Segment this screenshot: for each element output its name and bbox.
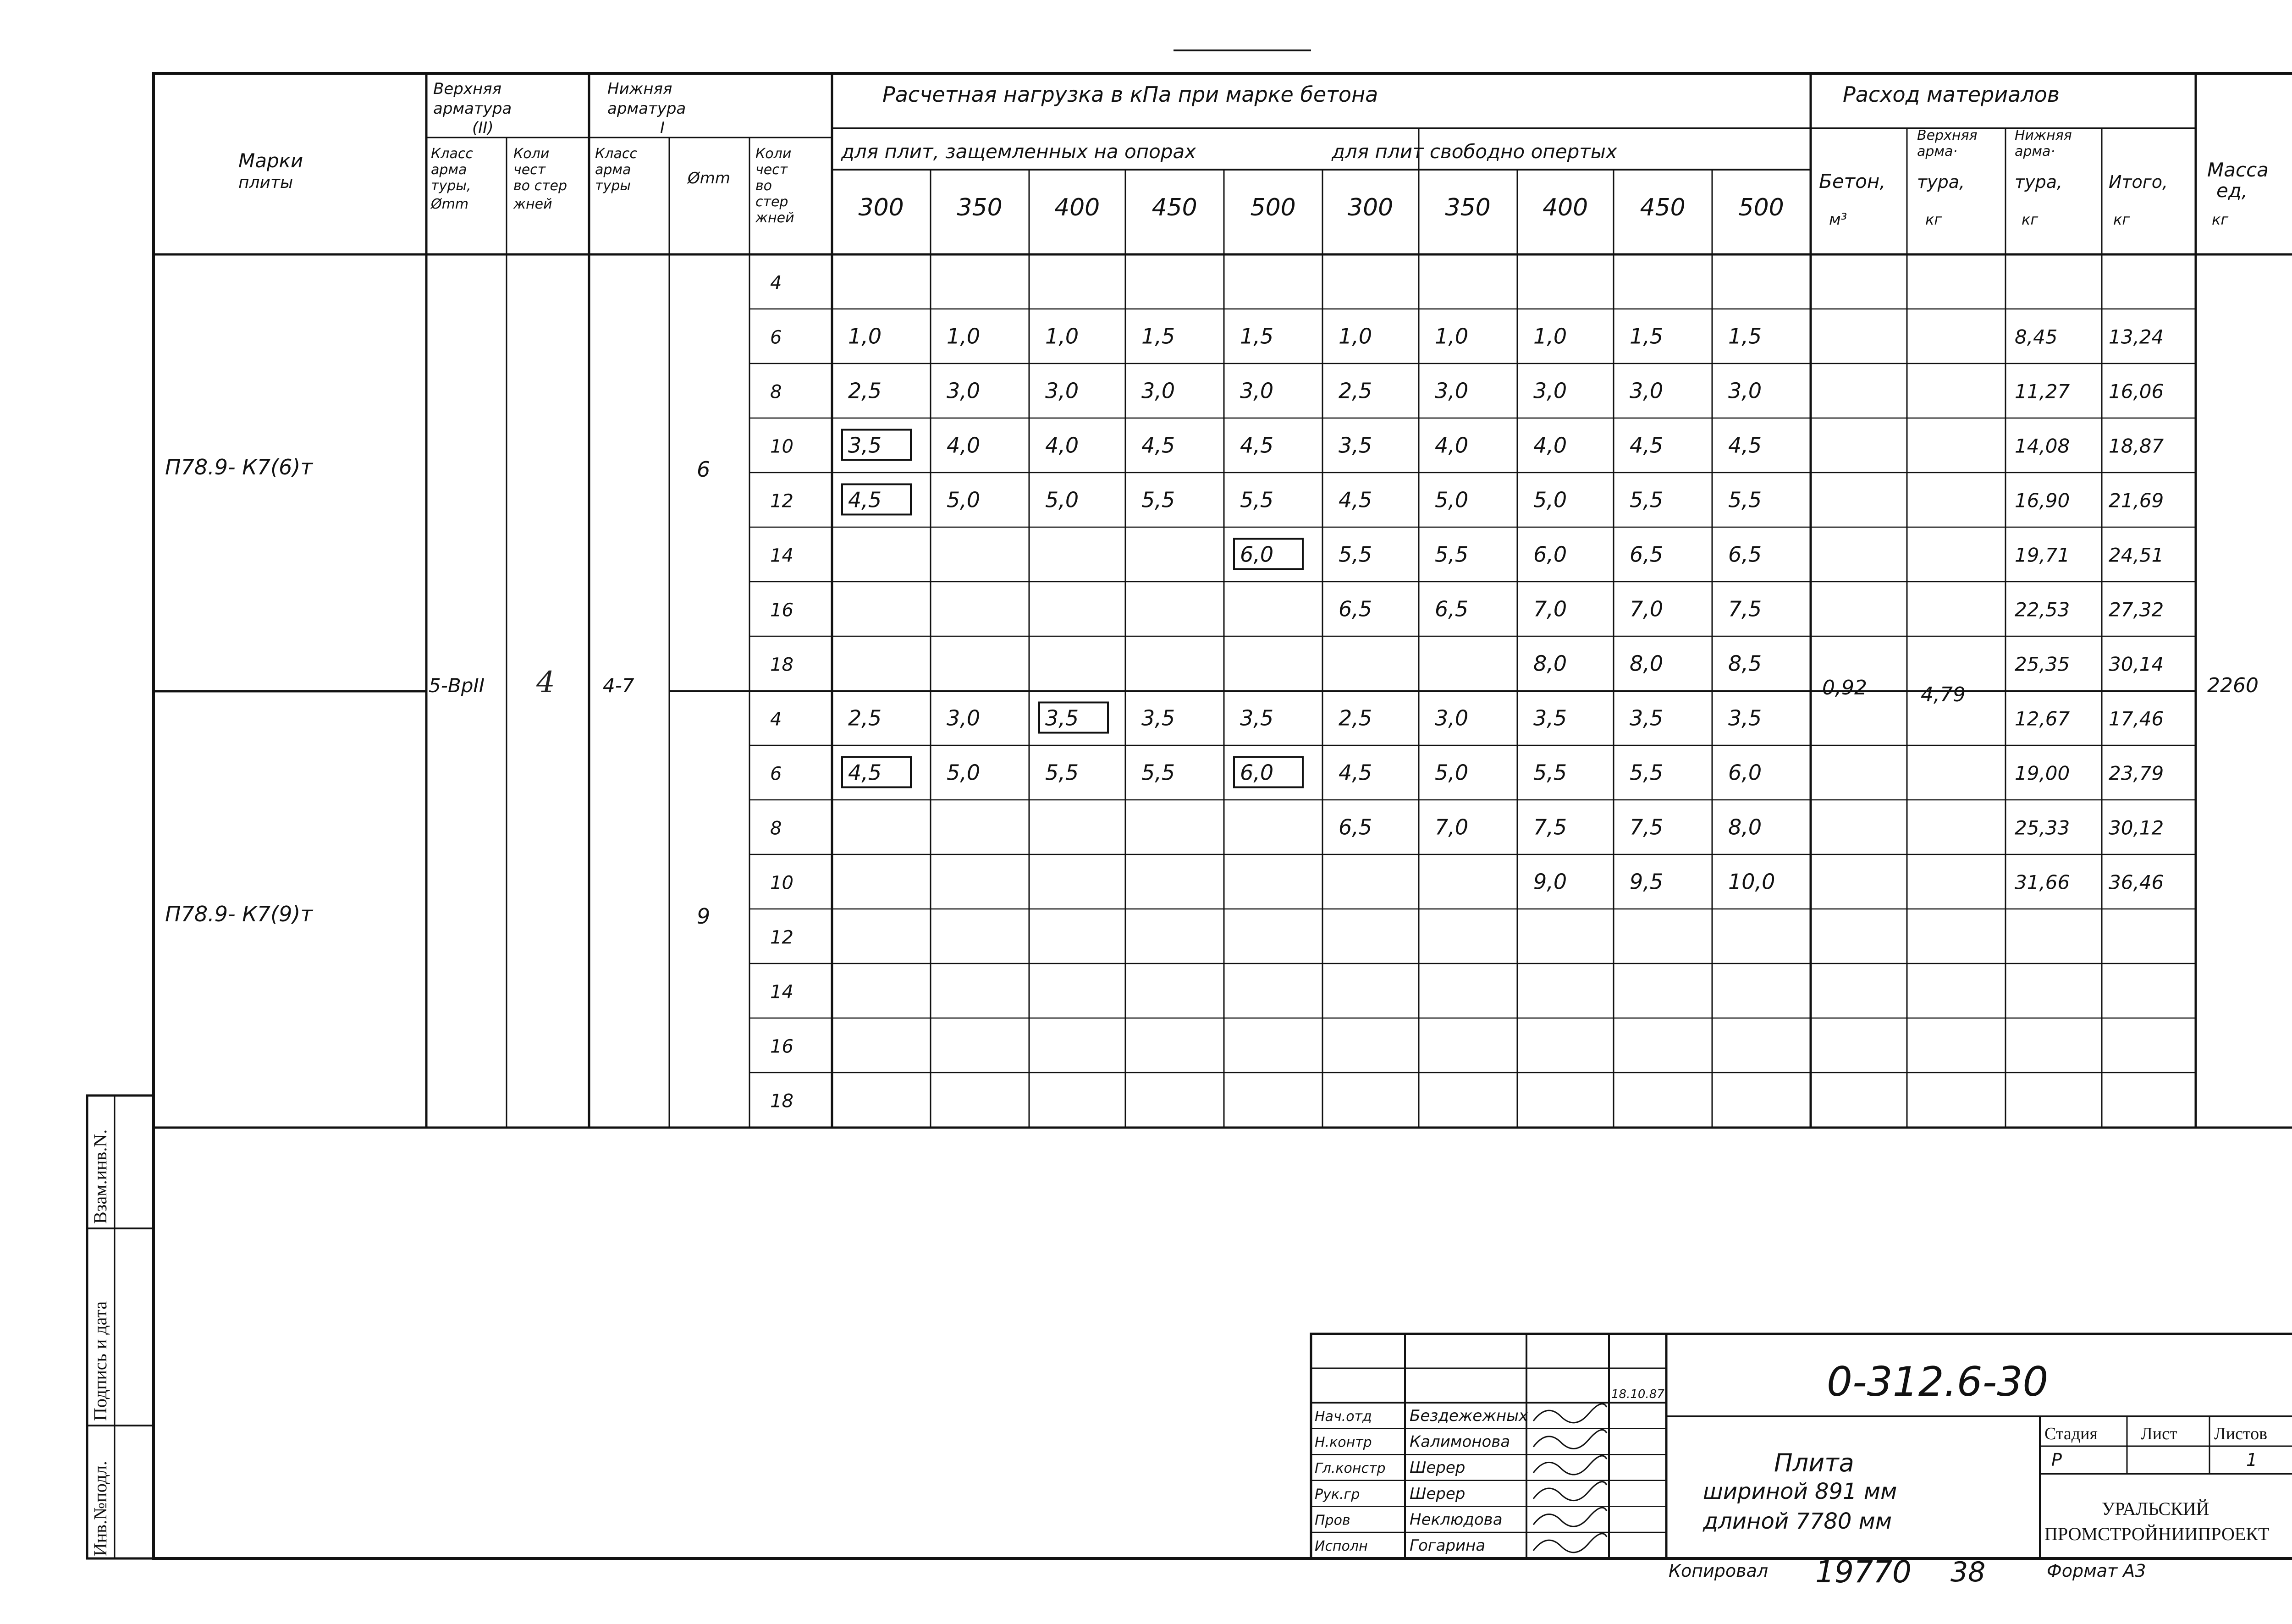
massa-value: 2260 — [2207, 674, 2259, 697]
load-value: 4,5 — [1339, 487, 1372, 512]
load-value: 4,5 — [848, 487, 882, 512]
svg-text:Лист: Лист — [2141, 1424, 2177, 1443]
load-value: 4,0 — [947, 433, 981, 458]
svg-text:туры,: туры, — [431, 178, 471, 194]
rod-count: 6 — [770, 327, 782, 348]
grade-header: 450 — [1640, 194, 1686, 221]
load-value: 3,5 — [1240, 705, 1274, 731]
load-value: 5,0 — [1533, 487, 1567, 512]
load-value: 5,5 — [1240, 487, 1274, 512]
itogo-mass: 24,51 — [2109, 544, 2164, 567]
load-value: 9,5 — [1630, 869, 1664, 894]
itogo-mass: 18,87 — [2109, 435, 2164, 457]
svg-text:кг: кг — [1925, 211, 1942, 228]
svg-text:Итого,: Итого, — [2109, 172, 2168, 192]
nizh-mass: 8,45 — [2015, 325, 2058, 348]
table-grid — [154, 73, 2292, 1128]
load-value: 3,0 — [1630, 378, 1664, 403]
load-value: 6,0 — [1240, 760, 1274, 785]
load-value: 3,5 — [1141, 705, 1175, 731]
itogo-mass: 23,79 — [2109, 762, 2164, 785]
load-value: 1,0 — [947, 324, 981, 349]
vzam-label: Взам.инв.N. — [90, 1129, 110, 1224]
load-value: 2,5 — [848, 705, 882, 731]
svg-text:Формат А3: Формат А3 — [2047, 1561, 2146, 1581]
svg-text:тура,: тура, — [2015, 172, 2063, 192]
nizh-mass: 19,00 — [2015, 762, 2070, 785]
nizh-header: Нижняя — [607, 80, 672, 98]
load-value: 3,0 — [1141, 378, 1175, 403]
doc-code: 0-312.6-30 — [1827, 1358, 2049, 1405]
load-value: 2,5 — [1339, 378, 1372, 403]
svg-text:Листов: Листов — [2214, 1424, 2268, 1443]
load-value: 6,0 — [1240, 542, 1274, 567]
load-value: 7,5 — [1728, 596, 1762, 622]
svg-text:I: I — [660, 119, 665, 137]
load-value: 3,5 — [1045, 705, 1079, 731]
verh-mass-value: 4,79 — [1921, 683, 1966, 706]
grade-header: 300 — [858, 194, 904, 221]
load-value: 8,0 — [1630, 651, 1664, 676]
nizh-mass: 25,35 — [2015, 653, 2070, 676]
load-value: 6,5 — [1728, 542, 1762, 567]
svg-text:38: 38 — [1950, 1556, 1986, 1588]
signature — [1533, 1456, 1607, 1475]
itogo-mass: 21,69 — [2109, 489, 2164, 512]
grade-header: 350 — [957, 194, 1003, 221]
svg-text:арматура: арматура — [607, 99, 686, 118]
nizh-mass: 31,66 — [2015, 871, 2070, 894]
load-value: 3,0 — [1533, 378, 1567, 403]
load-value: 1,0 — [1339, 324, 1372, 349]
svob-header: для плит свободно опертых — [1332, 140, 1617, 163]
svg-text:Ømm: Ømm — [688, 169, 731, 187]
load-value: 4,5 — [1339, 760, 1372, 785]
org-1: УРАЛЬСКИЙ — [2102, 1498, 2209, 1519]
rod-count: 10 — [770, 872, 793, 894]
load-value: 3,5 — [1630, 705, 1664, 731]
svg-text:Ømm: Ømm — [431, 196, 469, 212]
rod-count: 14 — [770, 981, 793, 1003]
load-value: 2,5 — [1339, 705, 1372, 731]
itogo-mass: 27,32 — [2109, 598, 2164, 621]
stamp-name: Калимонова — [1410, 1432, 1510, 1451]
load-value: 5,5 — [1339, 542, 1372, 567]
rod-count: 8 — [770, 818, 782, 839]
stamp-role: Исполн — [1315, 1538, 1368, 1554]
load-value: 5,5 — [1630, 487, 1664, 512]
load-value: 5,0 — [947, 760, 981, 785]
nagr-header: Расчетная нагрузка в кПа при марке бетона — [882, 82, 1378, 107]
svg-text:Копировал: Копировал — [1669, 1561, 1769, 1581]
side-stamp — [87, 1096, 154, 1558]
load-value: 8,0 — [1533, 651, 1567, 676]
podpis-label: Подпись и дата — [90, 1301, 110, 1421]
d-2: 9 — [697, 904, 711, 929]
load-value: 1,5 — [1630, 324, 1664, 349]
load-value: 4,5 — [1240, 433, 1274, 458]
rod-count: 12 — [770, 927, 793, 948]
load-value: 5,0 — [947, 487, 981, 512]
grade-header: 300 — [1348, 194, 1394, 221]
svg-text:туры: туры — [595, 178, 631, 194]
load-value: 7,0 — [1630, 596, 1664, 622]
grade-header: 400 — [1543, 194, 1588, 221]
title-block — [1311, 1334, 2292, 1590]
stamp-name: Гогарина — [1410, 1536, 1486, 1555]
svg-text:арма: арма — [431, 162, 467, 178]
marka-header-2: плиты — [238, 173, 293, 192]
verh-kol: 4 — [536, 666, 555, 699]
org-2: ПРОМСТРОЙНИИПРОЕКТ — [2044, 1524, 2270, 1544]
itogo-mass: 13,24 — [2109, 325, 2164, 348]
rod-count: 18 — [770, 654, 793, 676]
svg-text:кг: кг — [2022, 211, 2039, 228]
nizh-mass: 14,08 — [2015, 435, 2070, 457]
mark-2: П78.9- К7(9)т — [165, 902, 313, 926]
svg-text:Стадия: Стадия — [2044, 1424, 2098, 1443]
svg-text:арма·: арма· — [2015, 143, 2055, 160]
stamp-role: Нач.отд — [1315, 1409, 1372, 1425]
rod-count: 14 — [770, 545, 793, 567]
rod-count: 4 — [770, 272, 782, 294]
signature — [1533, 1404, 1607, 1423]
load-value: 3,5 — [1339, 433, 1372, 458]
rod-count: 18 — [770, 1090, 793, 1112]
svg-text:Нижняя: Нижняя — [2015, 127, 2072, 143]
svg-text:1: 1 — [2246, 1450, 2258, 1470]
load-value: 3,5 — [848, 433, 882, 458]
svg-text:тура,: тура, — [1917, 172, 1965, 192]
svg-text:Класс: Класс — [595, 146, 637, 162]
stamp-name: Бездежежных — [1410, 1407, 1528, 1425]
load-value: 10,0 — [1728, 869, 1775, 894]
svg-text:арматура: арматура — [433, 99, 512, 118]
load-value: 4,5 — [848, 760, 882, 785]
zash-header: для плит, защемленных на опорах — [841, 140, 1196, 163]
svg-text:жней: жней — [755, 210, 794, 226]
load-value: 5,5 — [1630, 760, 1664, 785]
title-2: шириной 891 мм — [1703, 1479, 1897, 1504]
rod-count: 16 — [770, 1036, 793, 1057]
svg-text:кг: кг — [2212, 211, 2229, 228]
signature — [1533, 1534, 1607, 1552]
svg-text:Коли: Коли — [755, 146, 792, 162]
itogo-mass: 36,46 — [2109, 871, 2164, 894]
load-value: 5,0 — [1045, 487, 1079, 512]
load-value: 5,0 — [1435, 760, 1469, 785]
stamp-role: Н.контр — [1315, 1434, 1372, 1451]
itogo-mass: 16,06 — [2109, 380, 2164, 403]
rod-count: 4 — [770, 709, 782, 730]
load-value: 3,0 — [1240, 378, 1274, 403]
copy-number: 19770 — [1815, 1554, 1912, 1590]
rod-count: 10 — [770, 436, 793, 457]
load-value: 1,5 — [1240, 324, 1274, 349]
load-value: 5,5 — [1435, 542, 1469, 567]
load-value: 6,5 — [1339, 815, 1372, 840]
load-value: 3,5 — [1533, 705, 1567, 731]
load-value: 1,5 — [1141, 324, 1175, 349]
grade-header: 500 — [1250, 194, 1296, 221]
load-value: 8,0 — [1728, 815, 1762, 840]
rod-count: 8 — [770, 381, 782, 403]
load-value: 5,5 — [1533, 760, 1567, 785]
load-value: 3,0 — [947, 705, 981, 731]
load-value: 4,5 — [1728, 433, 1762, 458]
stamp-name: Шерер — [1410, 1459, 1466, 1477]
nizh-mass: 19,71 — [2015, 544, 2070, 567]
itogo-mass: 17,46 — [2109, 707, 2164, 730]
load-value: 1,0 — [1045, 324, 1079, 349]
load-value: 6,0 — [1533, 542, 1567, 567]
stamp-name: Неклюдова — [1410, 1510, 1503, 1529]
load-value: 1,0 — [1533, 324, 1567, 349]
nizh-mass: 22,53 — [2015, 598, 2070, 621]
inv-label: Инв.№подл. — [90, 1461, 110, 1556]
verh-header: Верхняя — [433, 80, 502, 98]
load-value: 8,5 — [1728, 651, 1762, 676]
load-value: 4,0 — [1435, 433, 1469, 458]
signature — [1533, 1482, 1607, 1501]
load-value: 7,0 — [1533, 596, 1567, 622]
load-value: 6,5 — [1339, 596, 1372, 622]
grade-header: 400 — [1054, 194, 1100, 221]
load-value: 3,0 — [1435, 378, 1469, 403]
load-value: 2,5 — [848, 378, 882, 403]
svg-text:Коли: Коли — [513, 146, 550, 162]
load-value: 6,5 — [1435, 596, 1469, 622]
svg-text:Класс: Класс — [431, 146, 473, 162]
grade-header: 500 — [1738, 194, 1784, 221]
signature — [1533, 1508, 1607, 1526]
svg-text:Верхняя: Верхняя — [1917, 127, 1978, 143]
nizh-mass: 25,33 — [2015, 816, 2070, 839]
svg-text:ед,: ед, — [2216, 179, 2248, 202]
load-value: 6,0 — [1728, 760, 1762, 785]
sheet-frame — [154, 73, 2292, 1558]
load-value: 5,5 — [1045, 760, 1079, 785]
nizh-mass: 16,90 — [2015, 489, 2070, 512]
load-value: 1,0 — [848, 324, 882, 349]
load-value: 3,0 — [1435, 705, 1469, 731]
load-value: 7,5 — [1630, 815, 1664, 840]
svg-text:во: во — [755, 178, 772, 194]
stamp-role: Пров — [1315, 1512, 1350, 1529]
load-value: 4,0 — [1045, 433, 1079, 458]
stamp-role: Гл.констр — [1315, 1460, 1386, 1477]
load-value: 5,5 — [1141, 760, 1175, 785]
title-1: Плита — [1774, 1448, 1854, 1477]
svg-text:чест: чест — [755, 162, 788, 178]
grade-header: 350 — [1445, 194, 1491, 221]
load-value: 5,0 — [1435, 487, 1469, 512]
rod-count: 16 — [770, 600, 793, 621]
load-value: 4,0 — [1533, 433, 1567, 458]
table-cells — [770, 194, 2164, 1112]
svg-text:кг: кг — [2113, 211, 2130, 228]
grade-header: 450 — [1152, 194, 1197, 221]
nizh-mass: 12,67 — [2015, 707, 2070, 730]
load-value: 3,0 — [1728, 378, 1762, 403]
load-value: 7,5 — [1533, 815, 1567, 840]
rashod-header: Расход материалов — [1843, 82, 2060, 107]
svg-text:Масса: Масса — [2207, 159, 2269, 181]
svg-text:арма·: арма· — [1917, 143, 1957, 160]
d-1: 6 — [697, 457, 711, 482]
signature — [1533, 1430, 1607, 1448]
svg-text:(II): (II) — [472, 119, 494, 137]
marka-header: Марки — [238, 149, 303, 172]
beton-value: 0,92 — [1822, 676, 1867, 699]
load-value: 6,5 — [1630, 542, 1664, 567]
nizh-mass: 11,27 — [2015, 380, 2070, 403]
itogo-mass: 30,14 — [2109, 653, 2164, 676]
load-value: 1,5 — [1728, 324, 1762, 349]
load-value: 3,0 — [1045, 378, 1079, 403]
rod-count: 12 — [770, 490, 793, 512]
stamp-name: Шерер — [1410, 1484, 1466, 1503]
rod-count: 6 — [770, 763, 782, 785]
svg-text:Р: Р — [2051, 1450, 2062, 1470]
svg-text:м³: м³ — [1829, 210, 1847, 229]
itogo-mass: 30,12 — [2109, 816, 2164, 839]
load-value: 9,0 — [1533, 869, 1567, 894]
mark-1: П78.9- К7(6)т — [165, 455, 313, 479]
stamp-date: 18.10.87 — [1611, 1387, 1664, 1401]
load-value: 3,5 — [1728, 705, 1762, 731]
load-value: 5,5 — [1141, 487, 1175, 512]
svg-text:стер: стер — [755, 194, 788, 210]
load-value: 4,5 — [1141, 433, 1175, 458]
title-3: длиной 7780 мм — [1703, 1508, 1892, 1534]
svg-text:Бетон,: Бетон, — [1819, 170, 1886, 193]
load-value: 5,5 — [1728, 487, 1762, 512]
load-value: 3,0 — [947, 378, 981, 403]
svg-text:арма: арма — [595, 162, 631, 178]
nizh-klass: 4-7 — [603, 674, 634, 697]
verh-klass: 5-ВрII — [429, 674, 485, 697]
svg-text:чест: чест — [513, 162, 546, 178]
svg-text:жней: жней — [513, 196, 552, 212]
load-value: 1,0 — [1435, 324, 1469, 349]
load-value: 7,0 — [1435, 815, 1469, 840]
stamp-role: Рук.гр — [1315, 1486, 1360, 1503]
load-value: 4,5 — [1630, 433, 1664, 458]
svg-text:во стер: во стер — [513, 178, 567, 194]
